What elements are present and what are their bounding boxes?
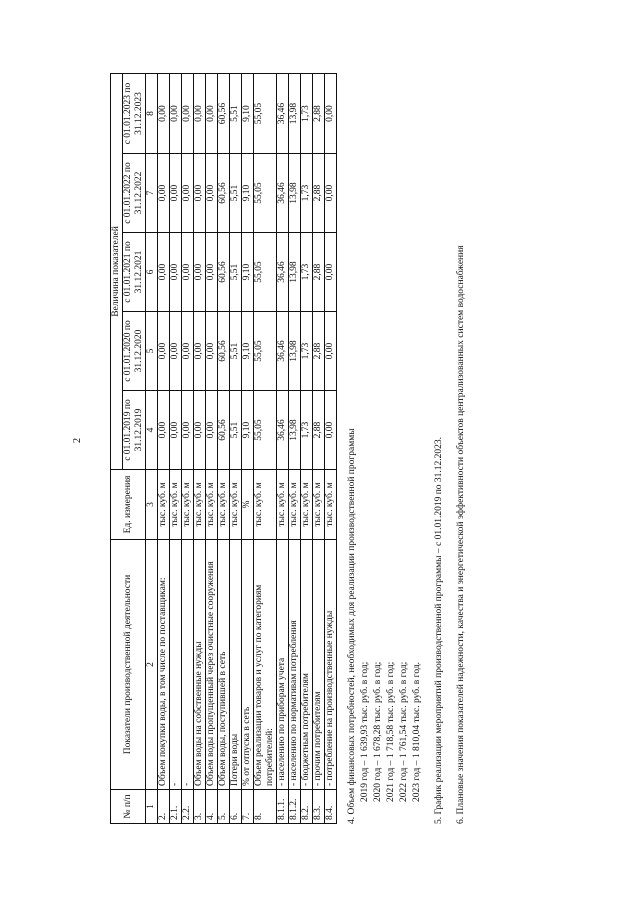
row-value: 0,00 (206, 312, 218, 391)
row-value: 2,88 (313, 312, 325, 391)
row-value: 0,00 (325, 312, 337, 391)
row-value: 1,73 (301, 74, 313, 154)
row-value: 13,98 (289, 154, 301, 233)
row-indicator-name: Объем воды на собственные нужды (194, 540, 206, 790)
row-unit: % (242, 470, 254, 540)
row-number: 8.1.1. (277, 790, 289, 824)
index-cell: 1 (146, 790, 158, 824)
row-value: 36,46 (277, 391, 289, 470)
header-unit: Ед. измерения (111, 470, 146, 540)
row-value: 0,00 (194, 312, 206, 391)
table-row (301, 74, 313, 824)
row-value: 0,00 (325, 154, 337, 233)
row-value: 60,56 (218, 74, 230, 154)
row-indicator-name: - потребление на производственные нужды (325, 540, 337, 790)
table-row (206, 74, 218, 824)
table-row (242, 74, 254, 824)
row-value: 55,05 (254, 233, 277, 312)
note-item-6: 6. Плановые значения показателей надежности, качества и энергетической эффективности объектов централизованных систем водоснабжения (456, 245, 466, 824)
row-value: 0,00 (182, 312, 194, 391)
header-period-2022: с 01.01.2022 по 31.12.2022 (123, 154, 146, 233)
row-indicator-name: - прочим потребителям (313, 540, 325, 790)
row-value: 9,10 (242, 233, 254, 312)
row-value: 2,88 (313, 233, 325, 312)
row-value: 0,00 (325, 74, 337, 154)
index-cell: 6 (146, 233, 158, 312)
column-index-row (146, 74, 158, 824)
table-row (170, 74, 182, 824)
header-indicator: Показатели производственной деятельности (111, 540, 146, 790)
row-number: 7. (242, 790, 254, 824)
row-value: 0,00 (194, 233, 206, 312)
row-number: 8.1.2. (289, 790, 301, 824)
table-row (158, 74, 170, 824)
row-value: 0,00 (170, 154, 182, 233)
row-number: 4. (206, 790, 218, 824)
header-period-2023: с 01.01.2023 по 31.12.2023 (123, 74, 146, 154)
finance-line: 2019 год – 1 639,93 тыс. руб. в год; (360, 661, 370, 802)
index-cell: 8 (146, 74, 158, 154)
row-value: 0,00 (182, 74, 194, 154)
row-value: 60,56 (218, 312, 230, 391)
row-value: 0,00 (182, 233, 194, 312)
row-value: 0,00 (170, 391, 182, 470)
row-unit: тыс. куб. м (206, 470, 218, 540)
header-period-2020: с 01.01.2020 по 31.12.2020 (123, 312, 146, 391)
production-indicators-table (110, 73, 337, 824)
row-indicator-name: - населению по приборам учета (277, 540, 289, 790)
row-value: 60,56 (218, 391, 230, 470)
row-indicator-name: Объем реализации товаров и услуг по категориям потребителей: (254, 540, 277, 790)
row-value: 0,00 (158, 391, 170, 470)
row-value: 2,88 (313, 391, 325, 470)
row-unit: тыс. куб. м (301, 470, 313, 540)
row-indicator-name: Потери воды (230, 540, 242, 790)
header-period-2019: с 01.01.2019 по 31.12.2019 (123, 391, 146, 470)
row-unit: тыс. куб. м (170, 470, 182, 540)
row-indicator-name: - населению по нормативам потребления (289, 540, 301, 790)
row-value: 5,51 (230, 391, 242, 470)
row-value: 0,00 (194, 74, 206, 154)
row-value: 9,10 (242, 391, 254, 470)
row-indicator-name: % от отпуска в сеть (242, 540, 254, 790)
row-number: 8.2. (301, 790, 313, 824)
row-indicator-name: - (182, 540, 194, 790)
row-value: 0,00 (170, 74, 182, 154)
row-unit: тыс. куб. м (182, 470, 194, 540)
table-row (182, 74, 194, 824)
row-value: 1,73 (301, 154, 313, 233)
row-unit: тыс. куб. м (230, 470, 242, 540)
row-number: 2. (158, 790, 170, 824)
row-unit: тыс. куб. м (289, 470, 301, 540)
row-value: 5,51 (230, 154, 242, 233)
row-value: 0,00 (194, 391, 206, 470)
row-unit: тыс. куб. м (325, 470, 337, 540)
header-values-group: Величина показателей (111, 74, 123, 470)
table-row (277, 74, 289, 824)
row-value: 0,00 (194, 154, 206, 233)
index-cell: 5 (146, 312, 158, 391)
row-value: 13,98 (289, 391, 301, 470)
row-number: 8.3. (313, 790, 325, 824)
row-value: 0,00 (158, 233, 170, 312)
table-row (254, 74, 277, 824)
row-value: 55,05 (254, 74, 277, 154)
row-value: 1,73 (301, 391, 313, 470)
row-value: 2,88 (313, 154, 325, 233)
row-value: 1,73 (301, 233, 313, 312)
row-unit: тыс. куб. м (254, 470, 277, 540)
row-unit: тыс. куб. м (158, 470, 170, 540)
row-value: 0,00 (170, 312, 182, 391)
row-value: 0,00 (170, 233, 182, 312)
row-value: 0,00 (158, 74, 170, 154)
row-unit: тыс. куб. м (218, 470, 230, 540)
row-value: 0,00 (325, 233, 337, 312)
row-value: 55,05 (254, 312, 277, 391)
row-value: 0,00 (158, 312, 170, 391)
finance-line: 2023 год – 1 810,04 тыс. руб. в год. (412, 661, 422, 802)
row-value: 36,46 (277, 154, 289, 233)
finance-line: 2020 год – 1 678,28 тыс. руб. в год; (373, 661, 383, 802)
row-value: 13,98 (289, 233, 301, 312)
row-indicator-name: Объем воды, поступившей в сеть (218, 540, 230, 790)
row-indicator-name: Объем воды пропущенный через очистные сооружения (206, 540, 218, 790)
rotated-page-content (110, 74, 530, 824)
row-unit: тыс. куб. м (194, 470, 206, 540)
row-number: 2.1. (170, 790, 182, 824)
row-indicator-name: - бюджетным потребителям (301, 540, 313, 790)
row-value: 0,00 (182, 391, 194, 470)
note-item-5: 5. График реализации мероприятий производственной программы – с 01.01.2019 по 31.12.2023. (434, 436, 444, 824)
row-value: 55,05 (254, 154, 277, 233)
index-cell: 7 (146, 154, 158, 233)
row-value: 13,98 (289, 312, 301, 391)
row-value: 5,51 (230, 312, 242, 391)
table-row (289, 74, 301, 824)
row-value: 55,05 (254, 391, 277, 470)
row-indicator-name: Объем покупки воды, в том числе по поставщикам: (158, 540, 170, 790)
row-value: 0,00 (206, 391, 218, 470)
row-value: 0,00 (158, 154, 170, 233)
row-unit: тыс. куб. м (277, 470, 289, 540)
row-value: 36,46 (277, 74, 289, 154)
row-value: 9,10 (242, 74, 254, 154)
row-value: 0,00 (182, 154, 194, 233)
finance-line: 2022 год – 1 761,54 тыс. руб. в год; (399, 661, 409, 802)
row-value: 2,88 (313, 74, 325, 154)
row-value: 1,73 (301, 312, 313, 391)
row-number: 8. (254, 790, 277, 824)
row-number: 2.2. (182, 790, 194, 824)
table-row (194, 74, 206, 824)
header-period-2021: с 01.01.2021 по 31.12.2021 (123, 233, 146, 312)
index-cell: 3 (146, 470, 158, 540)
table-row (218, 74, 230, 824)
row-number: 5. (218, 790, 230, 824)
row-unit: тыс. куб. м (313, 470, 325, 540)
row-indicator-name: - (170, 540, 182, 790)
table-row (325, 74, 337, 824)
row-value: 5,51 (230, 233, 242, 312)
notes-section (346, 74, 468, 824)
index-cell: 2 (146, 540, 158, 790)
row-number: 8.4. (325, 790, 337, 824)
table-row (313, 74, 325, 824)
row-value: 5,51 (230, 74, 242, 154)
row-value: 9,10 (242, 154, 254, 233)
row-number: 6. (230, 790, 242, 824)
note-item-4: 4. Объем финансовых потребностей, необходимых для реализации производственной программы (347, 428, 357, 824)
row-value: 36,46 (277, 312, 289, 391)
row-value: 0,00 (325, 391, 337, 470)
table-row (230, 74, 242, 824)
row-value: 36,46 (277, 233, 289, 312)
index-cell: 4 (146, 391, 158, 470)
row-value: 0,00 (206, 154, 218, 233)
finance-line: 2021 год – 1 718,58 тыс. руб. в год; (386, 661, 396, 802)
page-number: 2 (72, 438, 83, 443)
row-number: 3. (194, 790, 206, 824)
row-value: 0,00 (206, 233, 218, 312)
row-value: 0,00 (206, 74, 218, 154)
header-no: № п/п (111, 790, 146, 824)
row-value: 9,10 (242, 312, 254, 391)
row-value: 60,56 (218, 233, 230, 312)
row-value: 60,56 (218, 154, 230, 233)
row-value: 13,98 (289, 74, 301, 154)
